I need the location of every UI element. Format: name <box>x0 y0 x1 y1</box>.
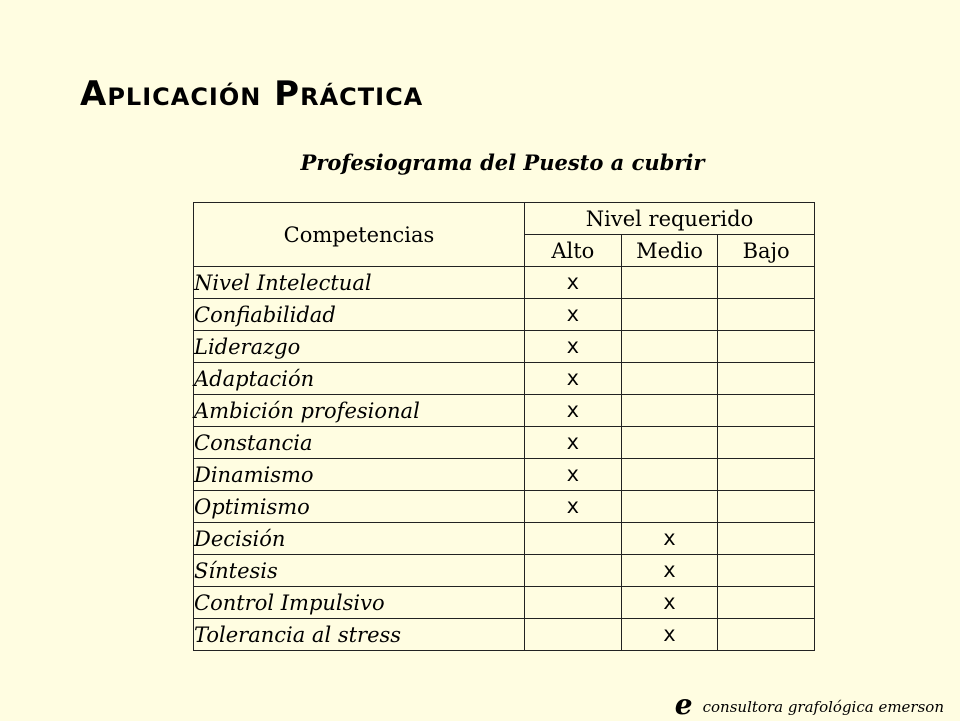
competencia-name: Ambición profesional <box>194 395 525 427</box>
competencia-name: Nivel Intelectual <box>194 267 525 299</box>
mark-medio: x <box>621 555 718 587</box>
mark-alto: x <box>525 299 622 331</box>
slide-title: Aplicación Práctica <box>80 74 424 114</box>
competencia-name: Adaptación <box>194 363 525 395</box>
mark-bajo <box>718 299 815 331</box>
mark-bajo <box>718 427 815 459</box>
table-row <box>194 363 815 395</box>
table-header-row <box>194 203 815 235</box>
competencia-name: Control Impulsivo <box>194 587 525 619</box>
profesiograma-table <box>193 202 815 651</box>
header-competencias: Competencias <box>194 203 525 267</box>
table-row <box>194 491 815 523</box>
table-row <box>194 587 815 619</box>
mark-medio <box>621 299 718 331</box>
mark-bajo <box>718 363 815 395</box>
mark-medio <box>621 267 718 299</box>
mark-alto: x <box>525 491 622 523</box>
competencia-name: Optimismo <box>194 491 525 523</box>
table-row <box>194 331 815 363</box>
mark-medio: x <box>621 587 718 619</box>
competencia-name: Liderazgo <box>194 331 525 363</box>
mark-alto: x <box>525 363 622 395</box>
mark-alto: x <box>525 427 622 459</box>
mark-alto: x <box>525 459 622 491</box>
mark-alto <box>525 555 622 587</box>
mark-bajo <box>718 267 815 299</box>
competencia-name: Síntesis <box>194 555 525 587</box>
mark-medio <box>621 427 718 459</box>
table-row <box>194 427 815 459</box>
competencia-name: Constancia <box>194 427 525 459</box>
mark-medio <box>621 331 718 363</box>
mark-alto: x <box>525 267 622 299</box>
table-row <box>194 459 815 491</box>
mark-bajo <box>718 523 815 555</box>
header-alto: Alto <box>525 235 622 267</box>
header-bajo: Bajo <box>718 235 815 267</box>
emerson-logo: e <box>674 688 693 721</box>
mark-bajo <box>718 491 815 523</box>
mark-bajo <box>718 587 815 619</box>
footer <box>675 688 944 721</box>
competencia-name: Decisión <box>194 523 525 555</box>
competencia-name: Tolerancia al stress <box>194 619 525 651</box>
table-caption: Profesiograma del Puesto a cubrir <box>300 150 705 175</box>
table-row <box>194 299 815 331</box>
mark-bajo <box>718 331 815 363</box>
competencia-name: Dinamismo <box>194 459 525 491</box>
mark-alto <box>525 619 622 651</box>
mark-bajo <box>718 395 815 427</box>
mark-medio <box>621 363 718 395</box>
table-row <box>194 555 815 587</box>
mark-medio: x <box>621 523 718 555</box>
header-nivel-requerido: Nivel requerido <box>525 203 815 235</box>
mark-bajo <box>718 555 815 587</box>
mark-bajo <box>718 459 815 491</box>
competencia-name: Confiabilidad <box>194 299 525 331</box>
mark-alto: x <box>525 395 622 427</box>
mark-alto <box>525 523 622 555</box>
table-row <box>194 523 815 555</box>
mark-medio: x <box>621 619 718 651</box>
mark-medio <box>621 395 718 427</box>
mark-medio <box>621 491 718 523</box>
header-medio: Medio <box>621 235 718 267</box>
mark-alto <box>525 587 622 619</box>
table-row <box>194 267 815 299</box>
footer-text: consultora grafológica emerson <box>702 698 944 716</box>
mark-medio <box>621 459 718 491</box>
table-row <box>194 395 815 427</box>
table-row <box>194 619 815 651</box>
mark-bajo <box>718 619 815 651</box>
mark-alto: x <box>525 331 622 363</box>
